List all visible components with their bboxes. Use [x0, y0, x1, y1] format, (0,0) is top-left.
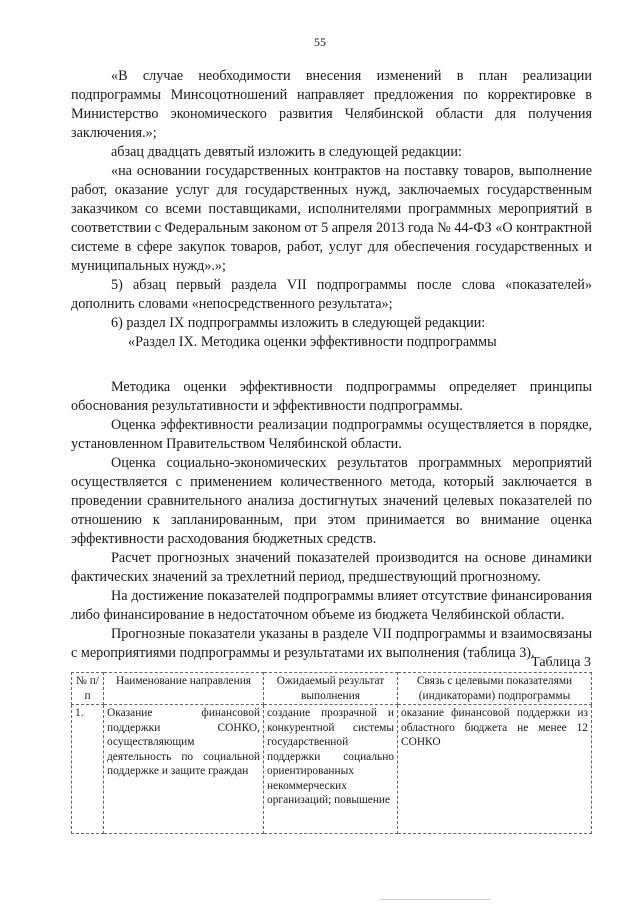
paragraph: абзац двадцать девятый изложить в следующей редакции: [111, 144, 462, 160]
paragraph: Расчет прогнозных значений показателей производится на основе динамики фактических значений за трехлетний период, предшествующий прогнозному. [71, 550, 592, 585]
header-link: Связь с целевыми показателями (индикаторами) подпрограммы [398, 673, 592, 705]
paragraph: «В случае необходимости внесения изменений в план реализации подпрограммы Минсоцотношений направляет предложения по корректировке в Министерство экономического развития Челябинской области для получения заключения.»; [71, 68, 592, 141]
table-caption: Таблица 3 [531, 655, 591, 670]
paragraph: 6) раздел IX подпрограммы изложить в следующей редакции: [111, 315, 486, 331]
row-link: оказание финансовой поддержки из областного бюджета не менее 12 СОНКО [398, 705, 592, 834]
row-number: 1. [72, 705, 104, 834]
document-body [71, 67, 592, 663]
table-header-row [72, 673, 592, 705]
header-result: Ожидаемый результат выполнения [264, 673, 398, 705]
paragraph: «на основании государственных контрактов на поставку товаров, выполнение работ, оказание услуг для государственных нужд, заключаемых государственным заказчиком со всеми поставщиками, исполнителями программных мероприятий в соответствии с Федеральным законом от 5 апреля 2013 года № 44-ФЗ «О контрактной системе в сфере закупок товаров, работ, услуг для обеспечения государственных и муниципальных нужд».»; [71, 163, 592, 274]
paragraph: 5) абзац первый раздела VII подпрограммы после слова «показателей» дополнить словами «непосредственного результата»; [71, 277, 592, 312]
paragraph: Методика оценки эффективности подпрограммы определяет принципы обоснования результативности и эффективности подпрограммы. [71, 379, 592, 414]
indicators-table [71, 672, 592, 834]
table-row [72, 705, 592, 834]
paragraph: На достижение показателей подпрограммы влияет отсутствие финансирования либо финансирование в недостаточном объеме из бюджета Челябинской области. [71, 588, 592, 623]
paragraph: Прогнозные показатели указаны в разделе VII подпрограммы и взаимосвязаны с мероприятиями подпрограммы и результатами их выполнения (таблица 3). [71, 626, 592, 661]
page-number: 55 [314, 35, 326, 49]
paragraph: Оценка эффективности реализации подпрограммы осуществляется в порядке, установленном Правительством Челябинской области. [71, 417, 592, 452]
row-result: создание прозрачной и конкурентной системы государственной поддержки социально ориентированных некоммерческих организаций; повышение [267, 707, 394, 806]
row-result-cell [264, 705, 398, 834]
header-direction: Наименование направления [104, 673, 264, 705]
section-title: «Раздел IX. Методика оценки эффективности подпрограммы [128, 334, 497, 350]
footer-rule [380, 899, 490, 900]
paragraph: Оценка социально-экономических результатов программных мероприятий осуществляется с применением количественного метода, который заключается в проведении сравнительного анализа достигнутых значений целевых показателей по отношению к запланированным, при этом принимается во внимание оценка эффективности расходования бюджетных средств. [71, 455, 592, 547]
header-number: № п/п [72, 673, 104, 705]
row-direction: Оказание финансовой поддержки СОНКО, осуществляющим деятельность по социальной поддержке и защите граждан [104, 705, 264, 834]
